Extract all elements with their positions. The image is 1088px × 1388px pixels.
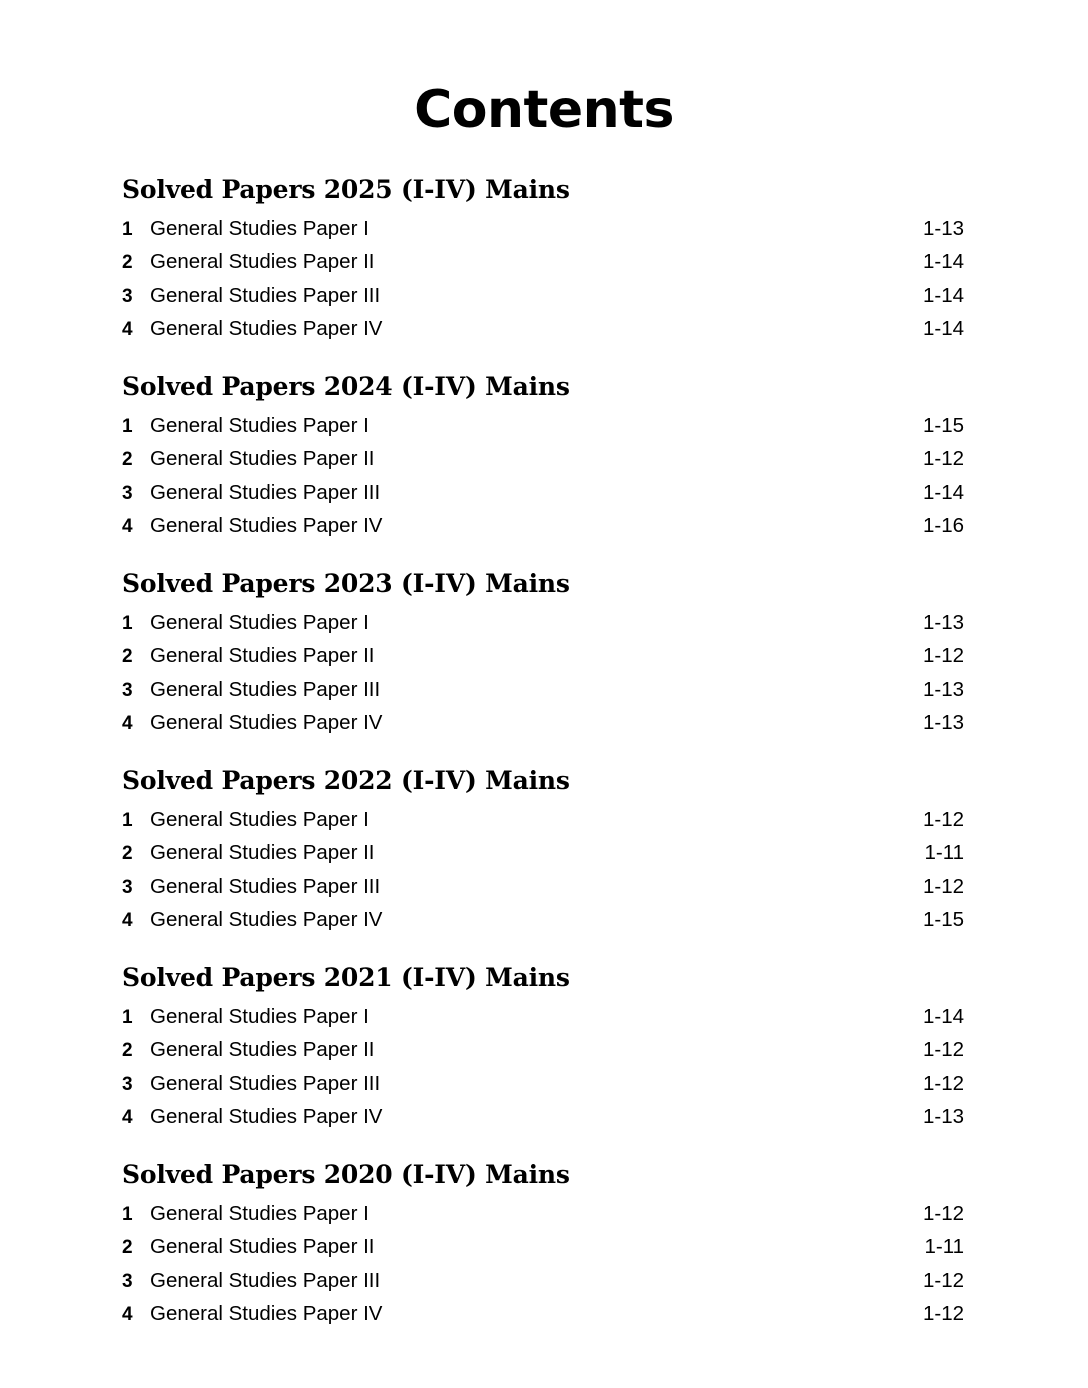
toc-entry-number: 4: [122, 910, 133, 932]
toc-entry-label: General Studies Paper II: [150, 841, 375, 865]
toc-entry[interactable]: [122, 1034, 978, 1068]
toc-entry-label: General Studies Paper IV: [150, 317, 383, 341]
toc-entry-number: 4: [122, 1107, 133, 1129]
toc-section: [122, 175, 978, 346]
toc-entry-pages: 1-13: [922, 610, 964, 634]
toc-entry[interactable]: [122, 313, 978, 347]
toc-entry[interactable]: [122, 707, 978, 741]
toc-entry[interactable]: [122, 1067, 978, 1101]
toc-entry-label: General Studies Paper I: [150, 413, 369, 437]
toc-entry-number: 4: [122, 1304, 133, 1326]
toc-entry-number: 1: [122, 809, 133, 831]
toc-entry-pages: 1-12: [922, 1201, 964, 1225]
toc-entry-pages: 1-12: [922, 1038, 964, 1062]
toc-section-heading: Solved Papers 2025 (I-IV) Mains: [122, 175, 570, 205]
toc-entry-label: General Studies Paper I: [150, 807, 369, 831]
toc-entry[interactable]: [122, 476, 978, 510]
toc-entry-number: 2: [122, 252, 133, 274]
toc-entry-number: 1: [122, 415, 133, 437]
toc-entry-number: 1: [122, 1203, 133, 1225]
toc-entry-pages: 1-14: [922, 283, 964, 307]
toc-section: [122, 1160, 978, 1331]
toc-entry-number: 2: [122, 449, 133, 471]
toc-entry[interactable]: [122, 443, 978, 477]
toc-entry-pages: 1-14: [922, 480, 964, 504]
toc-entry-pages: 1-12: [922, 1302, 964, 1326]
toc-entry-label: General Studies Paper II: [150, 250, 375, 274]
toc-entry-number: 2: [122, 843, 133, 865]
toc-entry-number: 4: [122, 713, 133, 735]
toc-entry[interactable]: [122, 409, 978, 443]
toc-entry-number: 3: [122, 1073, 133, 1095]
toc-entry-label: General Studies Paper I: [150, 1201, 369, 1225]
toc-entry-label: General Studies Paper III: [150, 1268, 381, 1292]
toc-entry-number: 1: [122, 1006, 133, 1028]
toc-entry-number: 2: [122, 1237, 133, 1259]
toc-entry[interactable]: [122, 904, 978, 938]
toc-section-heading: Solved Papers 2020 (I-IV) Mains: [122, 1160, 570, 1190]
toc-entry-pages: 1-12: [922, 807, 964, 831]
toc-section: [122, 766, 978, 937]
toc-entry-label: General Studies Paper IV: [150, 1105, 383, 1129]
toc-entry-number: 3: [122, 285, 133, 307]
toc-entry-label: General Studies Paper I: [150, 216, 369, 240]
toc-entry-pages: 1-13: [922, 216, 964, 240]
toc-entry-label: General Studies Paper III: [150, 283, 381, 307]
toc-entry-pages: 1-12: [922, 1268, 964, 1292]
toc-entry[interactable]: [122, 1231, 978, 1265]
toc-entry-number: 2: [122, 646, 133, 668]
toc-entry-label: General Studies Paper II: [150, 644, 375, 668]
toc-entry-pages: 1-13: [922, 1105, 964, 1129]
toc-entry-pages: 1-13: [922, 711, 964, 735]
toc-entry-pages: 1-14: [922, 317, 964, 341]
toc-entry[interactable]: [122, 212, 978, 246]
toc-entry[interactable]: [122, 1101, 978, 1135]
toc-entry[interactable]: [122, 1197, 978, 1231]
toc-entry[interactable]: [122, 606, 978, 640]
toc-entry-number: 3: [122, 1270, 133, 1292]
toc-entry-label: General Studies Paper I: [150, 610, 369, 634]
toc-entry-label: General Studies Paper IV: [150, 514, 383, 538]
toc-entry-pages: 1-11: [924, 1235, 964, 1259]
toc-entry-pages: 1-12: [922, 447, 964, 471]
page-title: Contents: [414, 80, 674, 140]
toc-entry-label: General Studies Paper III: [150, 677, 381, 701]
toc-entry[interactable]: [122, 1000, 978, 1034]
toc-entry-label: General Studies Paper III: [150, 480, 381, 504]
toc-entry-label: General Studies Paper IV: [150, 1302, 383, 1326]
toc-entry-pages: 1-15: [922, 908, 964, 932]
toc-entry-pages: 1-15: [922, 413, 964, 437]
toc-entry-pages: 1-12: [922, 874, 964, 898]
toc-entry-number: 4: [122, 319, 133, 341]
toc-entry-label: General Studies Paper I: [150, 1004, 369, 1028]
toc-entry-number: 3: [122, 679, 133, 701]
toc-section-heading: Solved Papers 2021 (I-IV) Mains: [122, 963, 570, 993]
toc-entry-pages: 1-14: [922, 250, 964, 274]
toc-section-heading: Solved Papers 2023 (I-IV) Mains: [122, 569, 570, 599]
toc-entry-pages: 1-12: [922, 644, 964, 668]
toc-entry[interactable]: [122, 870, 978, 904]
toc-entry[interactable]: [122, 279, 978, 313]
toc-entry[interactable]: [122, 803, 978, 837]
toc-entry-number: 1: [122, 612, 133, 634]
toc-entry-label: General Studies Paper II: [150, 1235, 375, 1259]
toc-entry-pages: 1-11: [924, 841, 964, 865]
toc-section: [122, 569, 978, 740]
toc-entry[interactable]: [122, 837, 978, 871]
toc-entry-pages: 1-14: [922, 1004, 964, 1028]
toc-entry-pages: 1-12: [922, 1071, 964, 1095]
toc-section-heading: Solved Papers 2024 (I-IV) Mains: [122, 372, 570, 402]
toc-entry[interactable]: [122, 1264, 978, 1298]
toc-section-heading: Solved Papers 2022 (I-IV) Mains: [122, 766, 570, 796]
toc-entry-label: General Studies Paper III: [150, 1071, 381, 1095]
toc-entry-label: General Studies Paper IV: [150, 908, 383, 932]
toc-entry-number: 3: [122, 482, 133, 504]
toc-entry-number: 3: [122, 876, 133, 898]
toc-section: [122, 963, 978, 1134]
toc-entry[interactable]: [122, 246, 978, 280]
toc-entry-number: 1: [122, 218, 133, 240]
toc-entry-pages: 1-13: [922, 677, 964, 701]
toc-entry-number: 2: [122, 1040, 133, 1062]
toc-section: [122, 372, 978, 543]
table-of-contents: [0, 175, 1088, 1331]
toc-entry[interactable]: [122, 1298, 978, 1332]
toc-entry-pages: 1-16: [922, 514, 964, 538]
toc-entry-label: General Studies Paper II: [150, 447, 375, 471]
toc-entry[interactable]: [122, 510, 978, 544]
toc-entry-label: General Studies Paper II: [150, 1038, 375, 1062]
toc-entry-label: General Studies Paper IV: [150, 711, 383, 735]
toc-entry-label: General Studies Paper III: [150, 874, 381, 898]
toc-entry-number: 4: [122, 516, 133, 538]
toc-entry[interactable]: [122, 673, 978, 707]
toc-entry[interactable]: [122, 640, 978, 674]
